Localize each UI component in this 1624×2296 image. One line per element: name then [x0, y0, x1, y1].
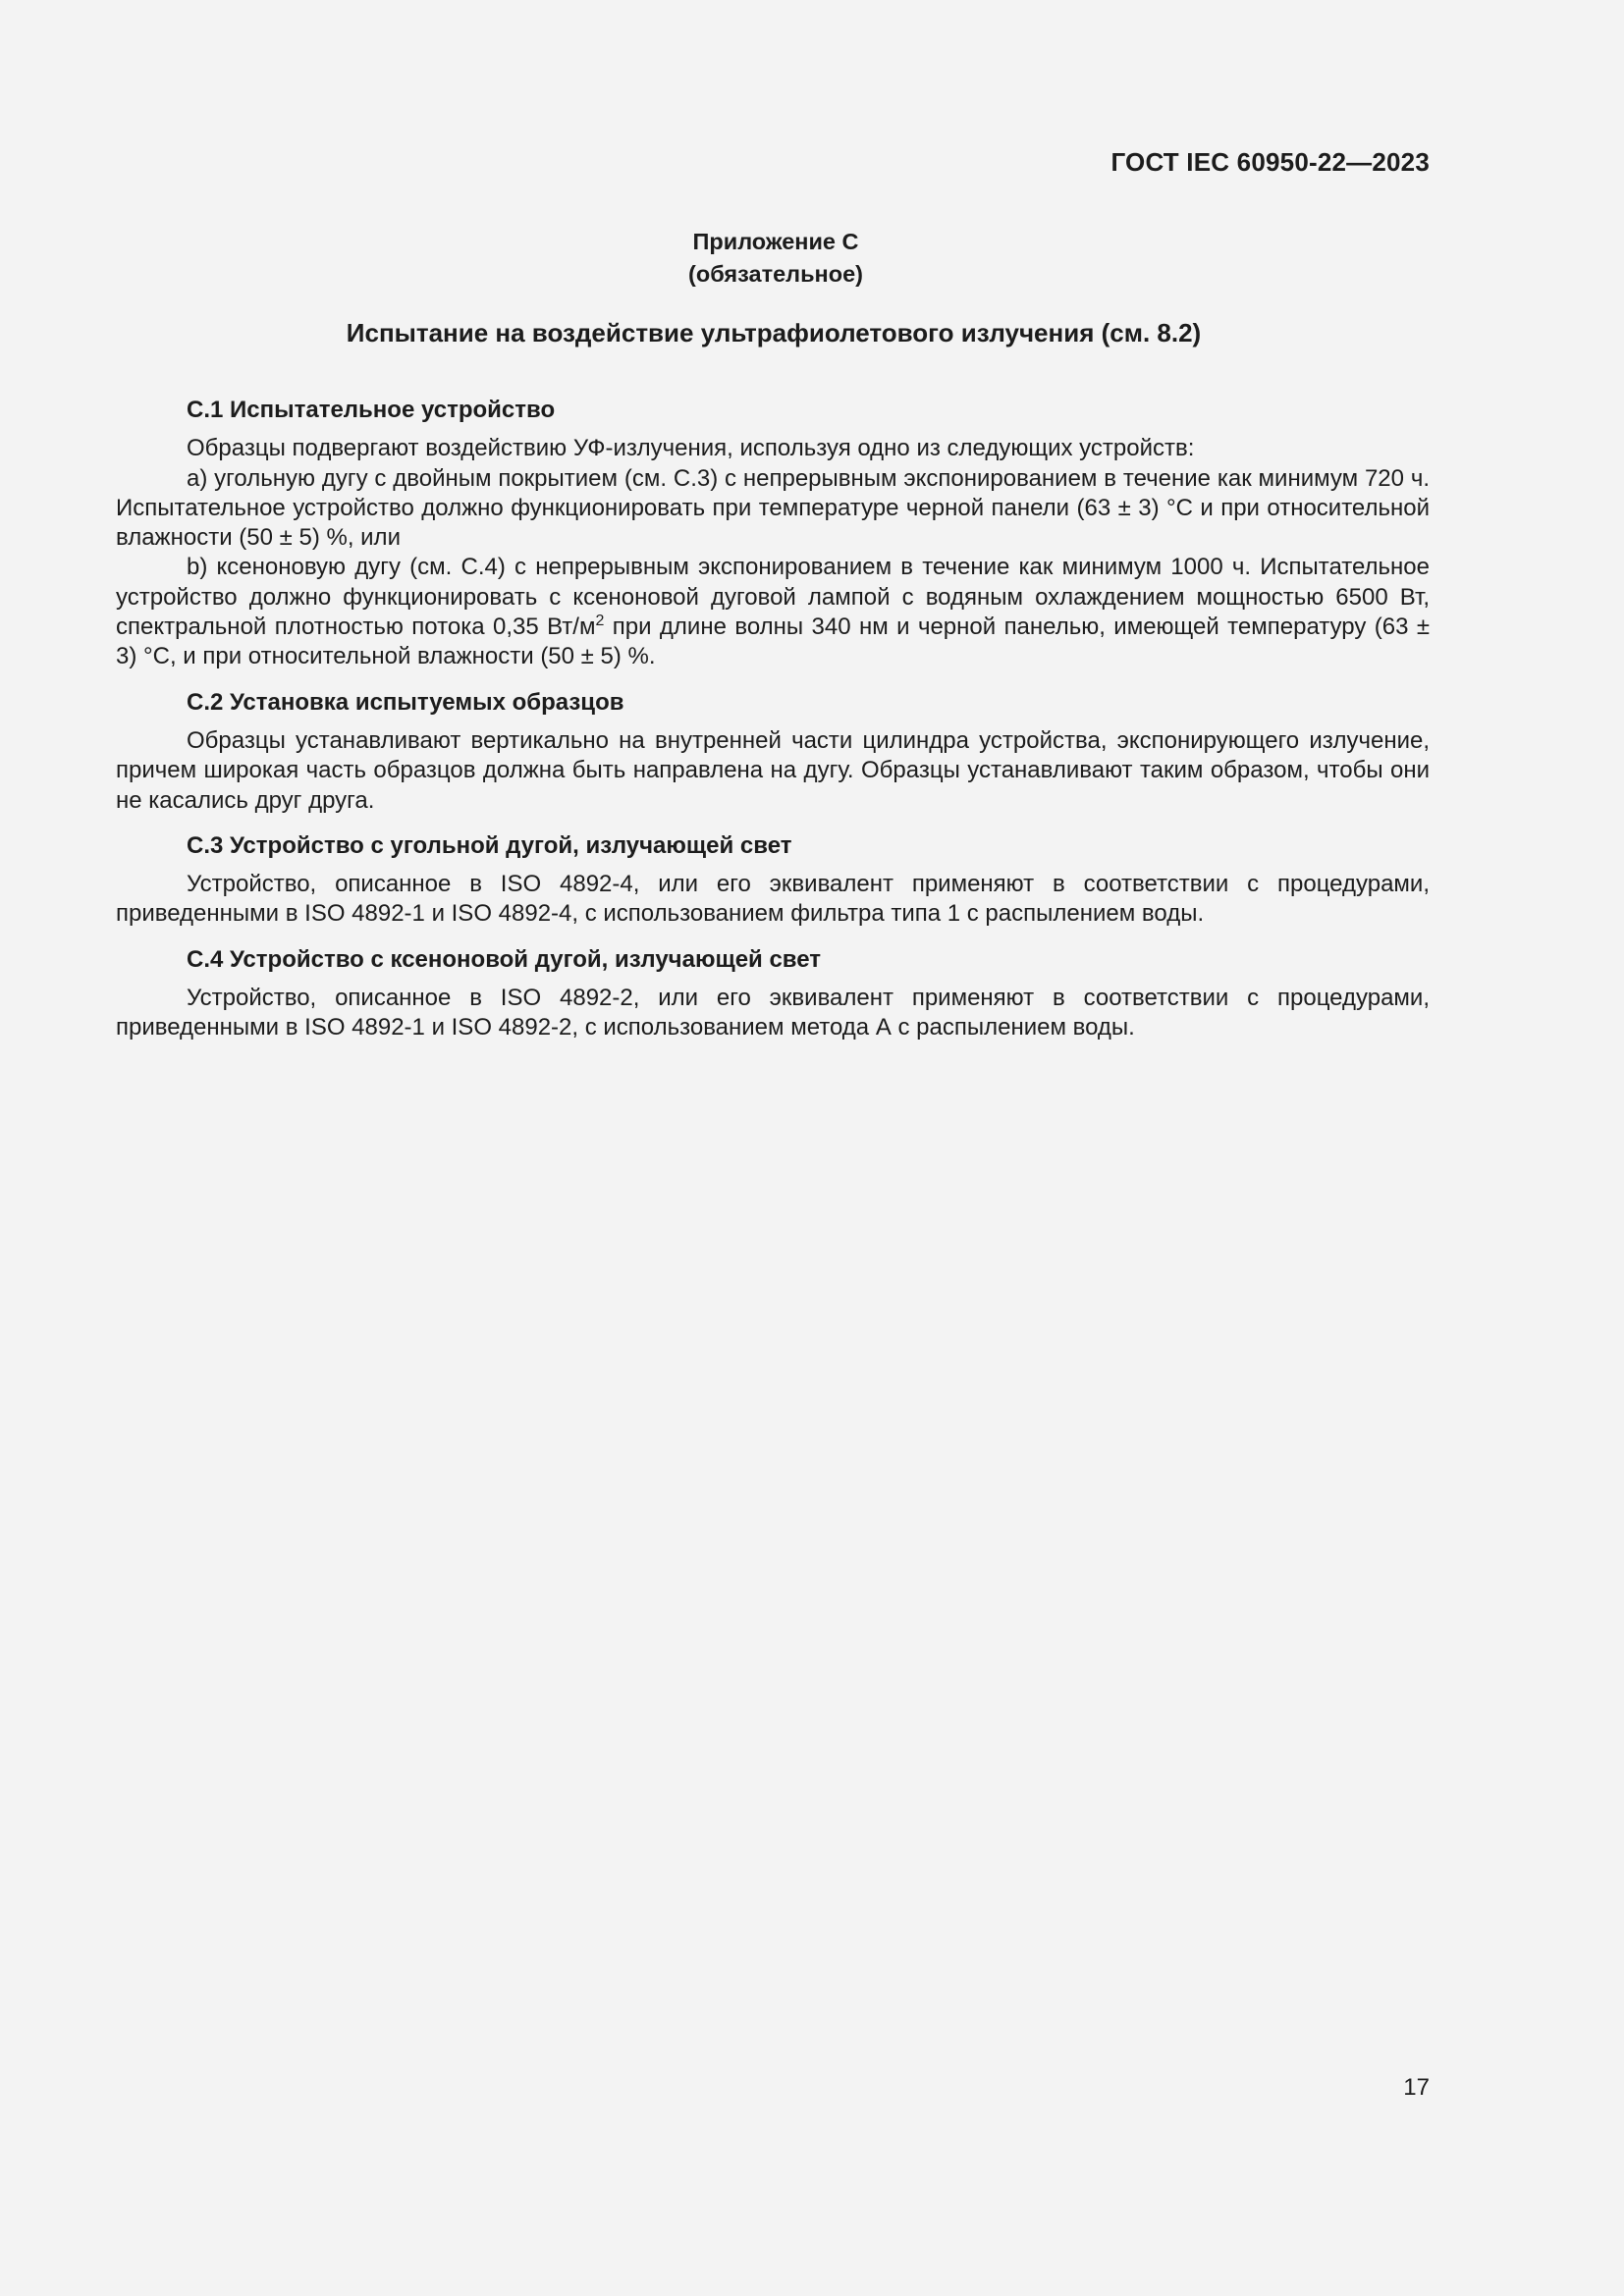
section-c1-item-b	[116, 553, 1430, 671]
item-b-superscript: 2	[595, 613, 605, 630]
section-c2-heading: С.2 Установка испытуемых образцов	[187, 688, 624, 716]
item-b-text-end: при длине волны 340 нм и черной панелью, имеющей температуру (63 ± 3) °С, и при относительной влажности (50 ± 5) %.	[116, 614, 1430, 670]
document-body	[116, 396, 1430, 1043]
annex-heading	[0, 226, 1551, 291]
section-c1-heading: С.1 Испытательное устройство	[187, 397, 556, 423]
annex-label: Приложение С	[692, 229, 859, 254]
section-c4-text: Устройство, описанное в ISO 4892-2, или его эквивалент применяют в соответствии с процедурами, приведенными в ISO 4892-1 и ISO 4892-2, с использованием метода А с распылением воды.	[116, 985, 1430, 1041]
section-c3-text: Устройство, описанное в ISO 4892-4, или его эквивалент применяют в соответствии с процедурами, приведенными в ISO 4892-1 и ISO 4892-4, с использованием фильтра типа 1 с распылением воды.	[116, 871, 1430, 928]
annex-status: (обязательное)	[688, 261, 863, 287]
section-c3-heading: С.3 Устройство с угольной дугой, излучающей свет	[187, 831, 792, 859]
document-code: ГОСТ IEC 60950-22—2023	[1110, 147, 1430, 177]
section-c4-heading: С.4 Устройство с ксеноновой дугой, излучающей свет	[187, 945, 822, 973]
section-c1-item-a: а) угольную дугу с двойным покрытием (см. С.3) с непрерывным экспонированием в течение как минимум 720 ч. Испытательное устройство должно функционировать при температуре черной панели (63 ± 3) °С и при относительной влажности (50 ± 5) %, или	[116, 464, 1430, 552]
page-number: 17	[1403, 2074, 1430, 2101]
section-c2-text: Образцы устанавливают вертикально на внутренней части цилиндра устройства, экспонирующего излучение, причем широкая часть образцов должна быть направлена на дугу. Образцы устанавливают таким образом, чтобы они не касались друг друга.	[116, 726, 1430, 814]
annex-title: Испытание на воздействие ультрафиолетового излучения (см. 8.2)	[346, 318, 1202, 347]
section-c1-intro: Образцы подвергают воздействию УФ-излучения, используя одно из следующих устройств:	[187, 435, 1195, 462]
item-b-text-start: b) ксеноновую дугу (см. С.4) с непрерывным экспонированием в течение как минимум 1000 ч. Испытательное устройство должно функционировать с ксеноновой дуговой лампой с водяным охлаждением мощностью 6500 Вт, спектральной плотностью потока 0,35 Вт/м	[116, 554, 1430, 641]
